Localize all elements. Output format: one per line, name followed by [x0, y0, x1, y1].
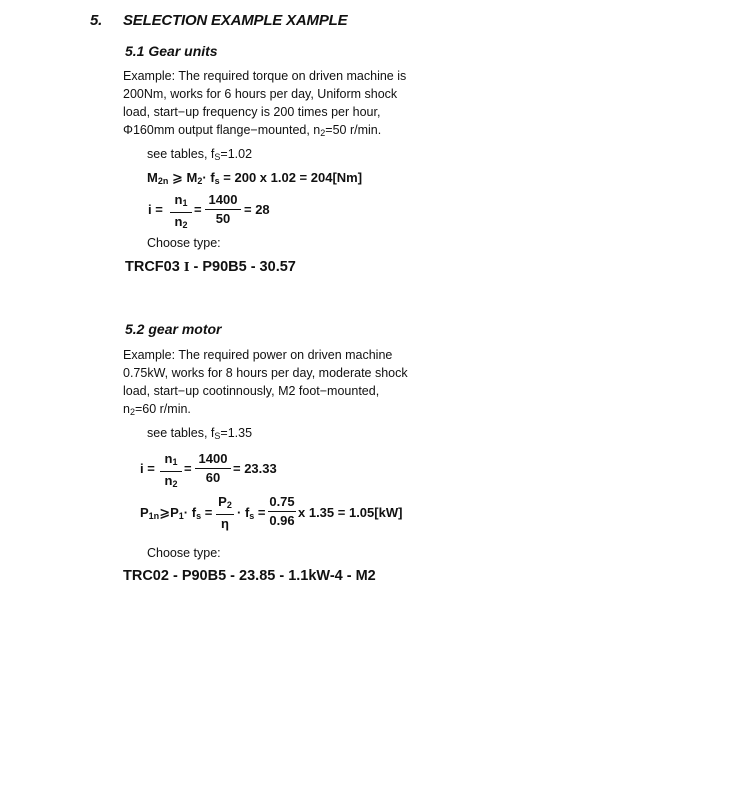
subscript: s	[196, 511, 202, 521]
subsection-heading-gear-motor: 5.2 gear motor	[125, 321, 222, 337]
text-span: · f	[237, 505, 250, 520]
denominator: η	[221, 516, 229, 531]
text-span: P	[140, 505, 149, 520]
text-span: =1.02	[220, 147, 253, 161]
text-span: =	[257, 505, 266, 520]
numerator	[170, 192, 192, 211]
text-span: =	[204, 505, 213, 520]
numerator: 0.75	[269, 494, 295, 509]
text-span: = 200 x 1.02 = 204[Nm]	[223, 170, 363, 185]
paragraph-line: load, start−up frequency is 200 times per hour,	[123, 105, 381, 119]
fraction-bar	[170, 212, 192, 213]
text-span: · f	[202, 170, 215, 185]
fraction-1400-60	[195, 451, 231, 486]
text-span: M	[186, 170, 198, 185]
subscript: s	[249, 511, 255, 521]
ge-symbol: ⩾	[159, 505, 171, 520]
fraction-bar	[268, 511, 296, 512]
power-lhs	[140, 505, 212, 521]
subscript: 2	[226, 500, 232, 510]
paragraph-line: 0.75kW, works for 8 hours per day, moderate shock	[123, 366, 408, 380]
paragraph-line: load, start−up cootinnously, M2 foot−mounted,	[123, 384, 380, 398]
denominator	[160, 473, 182, 492]
subscript: S	[214, 152, 221, 162]
paragraph-line: Example: The required torque on driven machine is	[123, 69, 407, 83]
fraction-1400-50	[205, 192, 241, 227]
section-title: SELECTION EXAMPLE XAMPLE	[123, 12, 348, 29]
subscript: 1	[178, 511, 184, 521]
paragraph-line: Example: The required power on driven machine	[123, 348, 393, 362]
fraction-bar	[160, 471, 182, 472]
selected-type-gear-motor: TRC02 - P90B5 - 23.85 - 1.1kW-4 - M2	[123, 568, 376, 584]
text-span: P	[170, 505, 179, 520]
torque-formula	[147, 170, 362, 186]
choose-type-label: Choose type:	[147, 546, 221, 560]
text-span: =1.35	[220, 426, 253, 440]
choose-type-label: Choose type:	[147, 236, 221, 250]
selected-type-gear-units	[125, 259, 296, 275]
see-tables-note	[147, 424, 252, 445]
fraction-bar	[216, 514, 234, 515]
fraction-075-096	[268, 494, 296, 529]
subscript: 2	[320, 128, 326, 138]
text-span: M	[147, 170, 158, 185]
text-span: n	[123, 402, 130, 416]
text-span: - P90B5 - 30.57	[189, 259, 296, 275]
text-span: see tables, f	[147, 147, 215, 161]
subscript: 2n	[157, 176, 169, 186]
denominator: 0.96	[269, 513, 295, 528]
subscript: 2	[182, 220, 188, 230]
ratio-i: i =	[148, 202, 163, 217]
ge-symbol: ⩾	[171, 170, 183, 185]
text-span: n	[164, 473, 173, 488]
power-result: x 1.35 = 1.05[kW]	[298, 505, 403, 520]
text-span: P	[218, 494, 227, 509]
text-span: n	[164, 451, 173, 466]
numerator	[160, 451, 182, 470]
fraction-bar	[205, 209, 241, 210]
fraction-p2-eta	[216, 494, 234, 532]
text-span: Φ160mm output flange−mounted, n	[123, 123, 321, 137]
denominator	[170, 214, 192, 233]
text-span: =60 r/min.	[134, 402, 191, 416]
subscript: 1	[182, 198, 188, 208]
numerator	[216, 494, 234, 513]
subscript: 2	[129, 407, 135, 417]
ratio-result: = 23.33	[233, 461, 277, 476]
denominator: 50	[215, 211, 231, 226]
paragraph-line: 200Nm, works for 6 hours per day, Uniform shock	[123, 87, 398, 101]
equals-sign: =	[184, 461, 192, 476]
paragraph-line	[123, 400, 191, 421]
subscript: 2	[172, 479, 178, 489]
text-span: =50 r/min.	[325, 123, 382, 137]
section-number: 5.	[90, 12, 103, 29]
fraction-n1-n2	[160, 451, 182, 492]
fraction-bar	[195, 468, 231, 469]
numerator: 1400	[208, 192, 238, 207]
power-mid	[237, 505, 266, 521]
subscript: 1	[172, 457, 178, 467]
subscript: S	[214, 431, 221, 441]
ratio-result: = 28	[244, 202, 270, 217]
subscript: 2	[197, 176, 203, 186]
equals-sign: =	[194, 202, 202, 217]
roman-numeral: I	[183, 260, 190, 274]
paragraph-line	[123, 121, 381, 142]
denominator: 60	[205, 470, 221, 485]
subscript: s	[214, 176, 220, 186]
text-span: n	[174, 214, 183, 229]
subscript: 1n	[148, 511, 160, 521]
subsection-heading-gear-units: 5.1 Gear units	[125, 43, 218, 59]
fraction-n1-n2	[170, 192, 192, 233]
ratio-i: i =	[140, 461, 155, 476]
text-span: TRCF03	[125, 259, 180, 275]
see-tables-note	[147, 145, 252, 166]
text-span: · f	[183, 505, 197, 520]
text-span: n	[174, 192, 183, 207]
numerator: 1400	[198, 451, 228, 466]
text-span: see tables, f	[147, 426, 215, 440]
